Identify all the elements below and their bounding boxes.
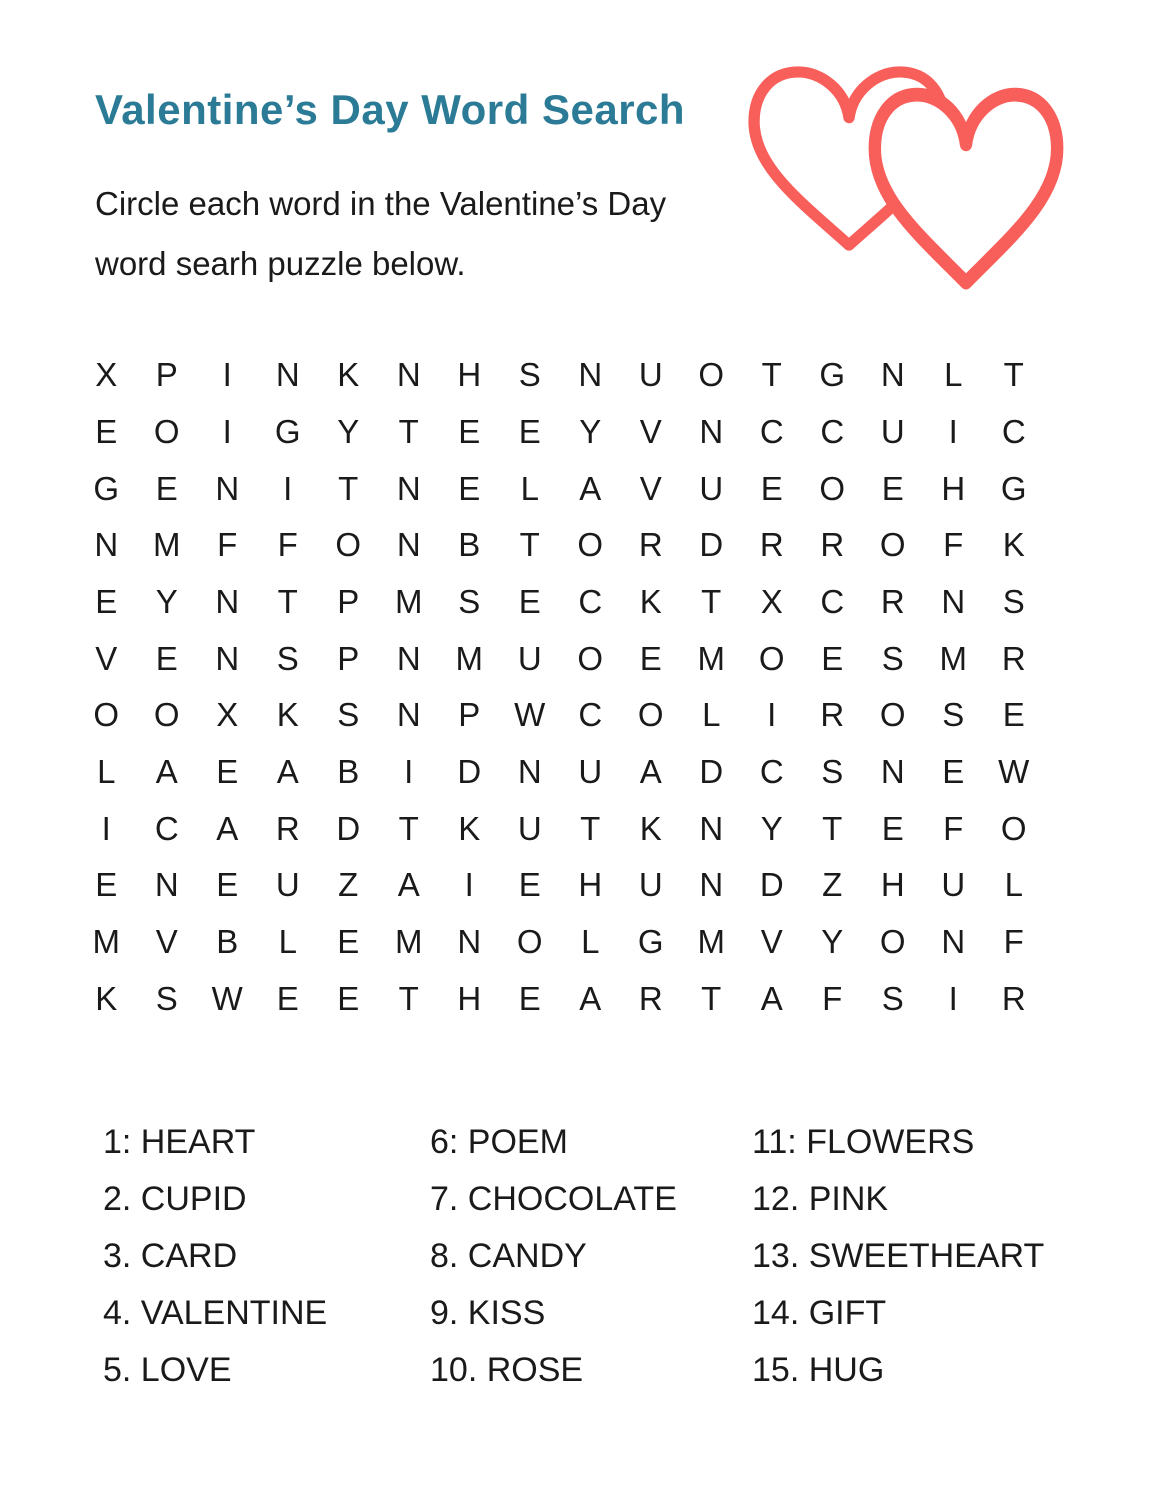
grid-letter[interactable]: H <box>457 979 482 1017</box>
grid-letter[interactable]: K <box>276 696 299 734</box>
grid-letter[interactable]: O <box>577 639 604 677</box>
grid-letter[interactable]: E <box>155 639 178 677</box>
word-list-item: 6: POEM <box>430 1123 568 1161</box>
grid-letter[interactable]: U <box>275 866 300 904</box>
grid-letter[interactable]: P <box>458 696 481 734</box>
grid-letter[interactable]: E <box>881 809 904 847</box>
grid-letter[interactable]: R <box>820 696 845 734</box>
grid-letter[interactable]: B <box>216 922 239 960</box>
grid-letter[interactable]: O <box>758 639 785 677</box>
grid-letter[interactable]: A <box>639 752 662 790</box>
grid-letter[interactable]: R <box>880 582 905 620</box>
grid-letter[interactable]: R <box>275 809 300 847</box>
grid-letter[interactable]: O <box>577 526 604 564</box>
grid-letter[interactable]: U <box>517 809 542 847</box>
grid-letter[interactable]: F <box>943 809 964 847</box>
grid-letter[interactable]: S <box>881 639 904 677</box>
grid-letter[interactable]: A <box>155 752 178 790</box>
grid-letter[interactable]: T <box>398 979 419 1017</box>
word-list-item: 5. LOVE <box>103 1351 232 1389</box>
grid-letter[interactable]: O <box>698 356 725 394</box>
grid-letter[interactable]: T <box>761 356 782 394</box>
grid-letter[interactable]: H <box>578 866 603 904</box>
grid-letter[interactable]: P <box>337 639 360 677</box>
grid-letter[interactable]: W <box>998 752 1030 790</box>
grid-letter[interactable]: N <box>215 639 240 677</box>
grid-letter[interactable]: I <box>101 809 111 847</box>
grid-letter[interactable]: K <box>639 809 662 847</box>
grid-letter[interactable]: O <box>153 412 180 450</box>
grid-letter[interactable]: F <box>217 526 238 564</box>
grid-letter[interactable]: N <box>396 526 421 564</box>
grid-letter[interactable]: L <box>278 922 297 960</box>
grid-letter[interactable]: Y <box>821 922 844 960</box>
grid-letter[interactable]: H <box>880 866 905 904</box>
grid-letter[interactable]: Y <box>760 809 783 847</box>
grid-letter[interactable]: E <box>337 922 360 960</box>
grid-letter[interactable]: E <box>337 979 360 1017</box>
word-list-item: 12. PINK <box>752 1180 889 1218</box>
grid-letter[interactable]: G <box>1000 469 1027 507</box>
grid-letter[interactable]: K <box>337 356 360 394</box>
grid-letter[interactable]: I <box>283 469 293 507</box>
instructions-line-2: word searh puzzle below. <box>95 245 466 282</box>
grid-letter[interactable]: K <box>458 809 481 847</box>
grid-letter[interactable]: F <box>943 526 964 564</box>
grid-letter[interactable]: E <box>518 582 541 620</box>
grid-letter[interactable]: N <box>517 752 542 790</box>
grid-letter[interactable]: N <box>215 469 240 507</box>
grid-letter[interactable]: N <box>275 356 300 394</box>
grid-letter[interactable]: C <box>820 582 845 620</box>
grid-letter[interactable]: L <box>97 752 116 790</box>
grid-letter[interactable]: M <box>395 582 423 620</box>
page-title: Valentine’s Day Word Search <box>95 86 686 133</box>
grid-letter[interactable]: U <box>578 752 603 790</box>
grid-letter[interactable]: I <box>464 866 474 904</box>
grid-letter[interactable]: O <box>819 469 846 507</box>
grid-letter[interactable]: D <box>457 752 482 790</box>
grid-letter[interactable]: D <box>699 526 724 564</box>
grid-letter[interactable]: E <box>155 469 178 507</box>
grid-letter[interactable]: C <box>1001 412 1026 450</box>
grid-letter[interactable]: V <box>639 469 662 507</box>
grid-letter[interactable]: V <box>95 639 118 677</box>
grid-letter[interactable]: L <box>702 696 721 734</box>
grid-letter[interactable]: V <box>155 922 178 960</box>
grid-letter[interactable]: N <box>880 752 905 790</box>
grid-letter[interactable]: S <box>1002 582 1025 620</box>
grid-letter[interactable]: M <box>455 639 483 677</box>
grid-letter[interactable]: E <box>821 639 844 677</box>
grid-letter[interactable]: X <box>95 356 118 394</box>
grid-letter[interactable]: B <box>458 526 481 564</box>
grid-letter[interactable]: W <box>514 696 546 734</box>
grid-letter[interactable]: T <box>701 582 722 620</box>
grid-letter[interactable]: E <box>518 979 541 1017</box>
grid-letter[interactable]: R <box>820 526 845 564</box>
grid-letter[interactable]: E <box>458 469 481 507</box>
grid-letter[interactable]: S <box>881 979 904 1017</box>
grid-letter[interactable]: U <box>880 412 905 450</box>
word-list-column <box>430 1114 677 1399</box>
grid-letter[interactable]: A <box>760 979 783 1017</box>
grid-letter[interactable]: O <box>1000 809 1027 847</box>
grid-letter[interactable]: T <box>338 469 359 507</box>
grid-letter[interactable]: E <box>881 469 904 507</box>
grid-letter[interactable]: K <box>95 979 118 1017</box>
grid-letter[interactable]: U <box>638 866 663 904</box>
grid-letter[interactable]: W <box>211 979 243 1017</box>
word-list-item: 2. CUPID <box>103 1180 247 1218</box>
grid-letter[interactable]: X <box>216 696 239 734</box>
grid-letter[interactable]: S <box>155 979 178 1017</box>
grid-letter[interactable]: T <box>519 526 540 564</box>
grid-letter[interactable]: L <box>520 469 539 507</box>
grid-letter[interactable]: E <box>216 752 239 790</box>
grid-letter[interactable]: E <box>760 469 783 507</box>
grid-letter[interactable]: R <box>638 979 663 1017</box>
grid-letter[interactable]: E <box>95 412 118 450</box>
grid-letter[interactable]: A <box>579 469 602 507</box>
grid-letter[interactable]: A <box>216 809 239 847</box>
grid-letter[interactable]: E <box>518 866 541 904</box>
grid-letter[interactable]: S <box>518 356 541 394</box>
grid-letter[interactable]: C <box>578 696 603 734</box>
grid-letter[interactable]: E <box>518 412 541 450</box>
grid-letter[interactable]: S <box>458 582 481 620</box>
grid-letter[interactable]: K <box>1002 526 1025 564</box>
grid-letter[interactable]: O <box>516 922 543 960</box>
grid-letter[interactable]: R <box>1001 639 1026 677</box>
grid-letter[interactable]: I <box>404 752 414 790</box>
grid-letter[interactable]: O <box>153 696 180 734</box>
grid-letter[interactable]: E <box>95 582 118 620</box>
grid-letter[interactable]: O <box>879 696 906 734</box>
grid-letter[interactable]: C <box>759 752 784 790</box>
grid-letter[interactable]: E <box>458 412 481 450</box>
grid-letter[interactable]: D <box>336 809 361 847</box>
grid-letter[interactable]: I <box>948 412 958 450</box>
grid-letter[interactable]: N <box>396 469 421 507</box>
grid-letter[interactable]: G <box>637 922 664 960</box>
grid-letter[interactable]: I <box>222 356 232 394</box>
grid-letter[interactable]: O <box>93 696 120 734</box>
word-list-item: 3. CARD <box>103 1237 238 1275</box>
grid-letter[interactable]: N <box>941 922 966 960</box>
grid-letter[interactable]: L <box>581 922 600 960</box>
grid-letter[interactable]: C <box>820 412 845 450</box>
grid-letter[interactable]: E <box>1002 696 1025 734</box>
grid-letter[interactable]: A <box>397 866 420 904</box>
grid-letter[interactable]: C <box>578 582 603 620</box>
grid-letter[interactable]: T <box>701 979 722 1017</box>
grid-letter[interactable]: O <box>335 526 362 564</box>
grid-letter[interactable]: F <box>1003 922 1024 960</box>
grid-letter[interactable]: G <box>819 356 846 394</box>
grid-letter[interactable]: N <box>699 412 724 450</box>
word-list-column <box>103 1114 327 1399</box>
grid-letter[interactable]: N <box>94 526 119 564</box>
grid-letter[interactable]: N <box>699 866 724 904</box>
grid-letter[interactable]: U <box>638 356 663 394</box>
grid-letter[interactable]: G <box>274 412 301 450</box>
grid-letter[interactable]: T <box>277 582 298 620</box>
grid-letter[interactable]: R <box>1001 979 1026 1017</box>
grid-letter[interactable]: R <box>759 526 784 564</box>
grid-letter[interactable]: M <box>153 526 181 564</box>
grid-letter[interactable]: A <box>276 752 299 790</box>
grid-letter[interactable]: N <box>699 809 724 847</box>
grid-letter[interactable]: B <box>337 752 360 790</box>
grid-letter[interactable]: Z <box>822 866 843 904</box>
grid-letter[interactable]: A <box>579 979 602 1017</box>
grid-letter[interactable]: N <box>941 582 966 620</box>
grid-letter[interactable]: H <box>457 356 482 394</box>
word-list-item: 11: FLOWERS <box>752 1123 975 1161</box>
word-list-item: 10. ROSE <box>430 1351 584 1389</box>
grid-letter[interactable]: E <box>276 979 299 1017</box>
grid-letter[interactable]: L <box>1004 866 1023 904</box>
grid-letter[interactable]: S <box>821 752 844 790</box>
grid-letter[interactable]: Y <box>337 412 360 450</box>
grid-letter[interactable]: V <box>639 412 662 450</box>
grid-letter[interactable]: S <box>276 639 299 677</box>
grid-letter[interactable]: C <box>154 809 179 847</box>
word-list-item: 1: HEART <box>103 1123 256 1161</box>
word-list-item: 8. CANDY <box>430 1237 587 1275</box>
grid-letter[interactable]: N <box>457 922 482 960</box>
grid-letter[interactable]: S <box>942 696 965 734</box>
word-list-item: 7. CHOCOLATE <box>430 1180 677 1218</box>
grid-letter[interactable]: I <box>948 979 958 1017</box>
grid-letter[interactable]: P <box>337 582 360 620</box>
grid-letter[interactable]: E <box>216 866 239 904</box>
grid-letter[interactable]: N <box>215 582 240 620</box>
grid-letter[interactable]: T <box>1003 356 1024 394</box>
instructions-line-1: Circle each word in the Valentine’s Day <box>95 185 667 222</box>
grid-letter[interactable]: O <box>637 696 664 734</box>
grid-letter[interactable]: M <box>395 922 423 960</box>
word-search-grid <box>76 347 1044 1027</box>
word-list-item: 9. KISS <box>430 1294 546 1332</box>
grid-letter[interactable]: D <box>759 866 784 904</box>
grid-letter[interactable]: Z <box>338 866 359 904</box>
hearts-icon <box>733 46 1073 306</box>
grid-letter[interactable]: R <box>638 526 663 564</box>
grid-letter[interactable]: U <box>517 639 542 677</box>
grid-letter[interactable]: X <box>760 582 783 620</box>
grid-letter[interactable]: V <box>760 922 783 960</box>
grid-letter[interactable]: N <box>396 639 421 677</box>
grid-letter[interactable]: N <box>154 866 179 904</box>
grid-letter[interactable]: H <box>941 469 966 507</box>
grid-letter[interactable]: F <box>277 526 298 564</box>
grid-letter[interactable]: D <box>699 752 724 790</box>
grid-letter[interactable]: I <box>767 696 777 734</box>
grid-letter[interactable]: E <box>95 866 118 904</box>
grid-letter[interactable]: E <box>942 752 965 790</box>
grid-letter[interactable]: M <box>92 922 120 960</box>
word-list-item: 4. VALENTINE <box>103 1294 328 1332</box>
grid-letter[interactable]: E <box>639 639 662 677</box>
grid-letter[interactable]: N <box>880 356 905 394</box>
instructions <box>95 174 666 294</box>
grid-letter[interactable]: S <box>337 696 360 734</box>
word-list-column <box>752 1114 1044 1399</box>
grid-letter[interactable]: G <box>93 469 120 507</box>
grid-letter[interactable]: T <box>398 412 419 450</box>
grid-letter[interactable]: P <box>155 356 178 394</box>
grid-letter[interactable]: K <box>639 582 662 620</box>
grid-letter[interactable]: M <box>697 639 725 677</box>
grid-letter[interactable]: O <box>879 922 906 960</box>
grid-letter[interactable]: U <box>941 866 966 904</box>
grid-letter[interactable]: T <box>822 809 843 847</box>
grid-letter[interactable]: F <box>822 979 843 1017</box>
grid-letter[interactable]: N <box>396 356 421 394</box>
grid-letter[interactable]: T <box>580 809 601 847</box>
grid-letter[interactable]: Y <box>155 582 178 620</box>
grid-letter[interactable]: U <box>699 469 724 507</box>
grid-letter[interactable]: C <box>759 412 784 450</box>
grid-letter[interactable]: Y <box>579 412 602 450</box>
word-list-item: 15. HUG <box>752 1351 885 1389</box>
grid-letter[interactable]: M <box>697 922 725 960</box>
grid-letter[interactable]: N <box>578 356 603 394</box>
grid-letter[interactable]: O <box>879 526 906 564</box>
grid-letter[interactable]: L <box>944 356 963 394</box>
word-list-item: 14. GIFT <box>752 1294 887 1332</box>
grid-letter[interactable]: I <box>222 412 232 450</box>
grid-letter[interactable]: M <box>939 639 967 677</box>
grid-letter[interactable]: N <box>396 696 421 734</box>
grid-letter[interactable]: T <box>398 809 419 847</box>
word-list-item: 13. SWEETHEART <box>752 1237 1045 1275</box>
